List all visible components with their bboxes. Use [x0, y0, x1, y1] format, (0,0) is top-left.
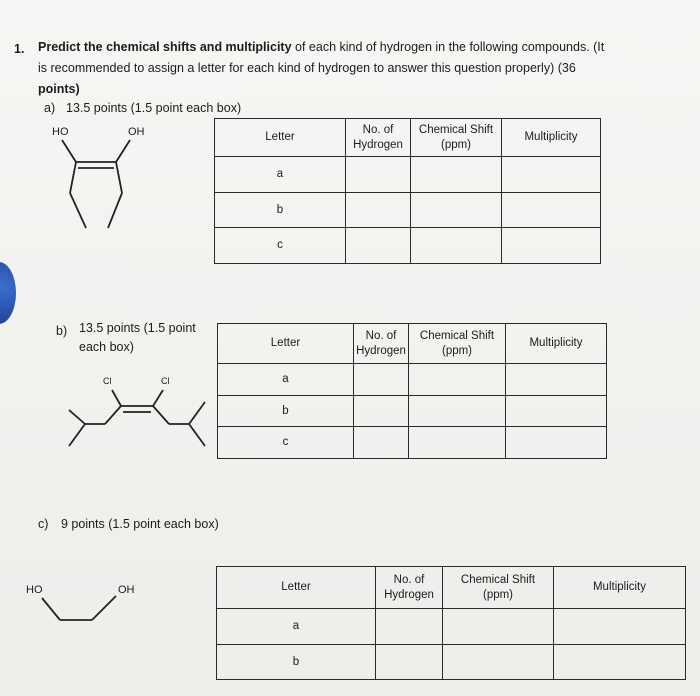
part-a-header-multiplicity: Multiplicity — [502, 119, 601, 157]
part-c-header-letter: Letter — [217, 567, 376, 609]
part-b-points-2: each box) — [79, 340, 134, 354]
part-c-header-row — [217, 567, 686, 609]
part-c-header-shift-2: (ppm) — [482, 588, 514, 601]
answer-cell[interactable] — [376, 644, 443, 680]
answer-cell[interactable] — [354, 427, 409, 459]
answer-cell[interactable] — [443, 609, 554, 645]
answer-cell[interactable] — [409, 427, 506, 459]
part-b-cl-left: Cl — [103, 376, 112, 386]
part-b-header-letter: Letter — [218, 324, 354, 364]
table-row — [215, 228, 601, 264]
part-a-header-shift-2: (ppm) — [440, 138, 472, 151]
part-a-table — [214, 118, 601, 264]
part-b-cl-right: Cl — [161, 376, 170, 386]
answer-cell[interactable] — [409, 395, 506, 427]
part-a-row-letter: b — [215, 192, 346, 228]
question-line-3: points) — [38, 82, 80, 96]
part-c-header-hydrogen — [376, 567, 443, 609]
part-b-header-row — [218, 324, 607, 364]
part-a-points: 13.5 points (1.5 point each box) — [66, 101, 242, 115]
answer-cell[interactable] — [506, 395, 607, 427]
answer-cell[interactable] — [502, 192, 601, 228]
answer-cell[interactable] — [443, 644, 554, 680]
part-c-header-shift — [443, 567, 554, 609]
part-b-points-1: 13.5 points (1.5 point — [79, 321, 196, 335]
answer-cell[interactable] — [346, 192, 411, 228]
answer-cell[interactable] — [346, 157, 411, 193]
part-b-header-hydrogen-1: No. of — [365, 330, 397, 343]
part-a-header-letter: Letter — [215, 119, 346, 157]
table-row — [217, 609, 686, 645]
table-row — [215, 157, 601, 193]
part-b-header-hydrogen — [354, 324, 409, 364]
part-a-row-letter: a — [215, 157, 346, 193]
question-number: 1. — [14, 42, 25, 56]
part-c-label: c) — [38, 517, 49, 531]
part-b-header-shift-1: Chemical Shift — [419, 330, 495, 343]
part-c-header-hydrogen-1: No. of — [393, 574, 425, 587]
answer-cell[interactable] — [411, 228, 502, 264]
answer-cell[interactable] — [554, 644, 686, 680]
part-c-ho-label: HO — [26, 584, 43, 596]
answer-cell[interactable] — [502, 157, 601, 193]
part-b-row-letter: b — [218, 395, 354, 427]
part-a-oh-label: OH — [128, 126, 145, 138]
answer-cell[interactable] — [376, 609, 443, 645]
part-a-header-shift-1: Chemical Shift — [418, 124, 494, 137]
answer-cell[interactable] — [346, 228, 411, 264]
answer-cell[interactable] — [354, 395, 409, 427]
part-c-header-hydrogen-2: Hydrogen — [384, 588, 434, 601]
part-a-header-hydrogen-2: Hydrogen — [353, 138, 403, 151]
question-line-1 — [38, 40, 604, 54]
part-a-row-letter: c — [215, 228, 346, 264]
part-c-table — [216, 566, 686, 680]
table-row — [218, 427, 607, 459]
part-a-ho-label: HO — [52, 126, 69, 138]
part-c-row-letter: a — [217, 609, 376, 645]
part-b-structure — [55, 372, 215, 462]
part-c-oh-label: OH — [118, 584, 135, 596]
part-c-row-letter: b — [217, 644, 376, 680]
answer-cell[interactable] — [411, 157, 502, 193]
question-line-2: is recommended to assign a letter for each kind of hydrogen to answer this question properly) (36 — [38, 61, 576, 75]
part-c-header-multiplicity: Multiplicity — [554, 567, 686, 609]
part-a-label: a) — [44, 101, 56, 115]
part-b-table — [217, 323, 607, 459]
answer-cell[interactable] — [411, 192, 502, 228]
table-row — [218, 364, 607, 396]
answer-cell[interactable] — [409, 364, 506, 396]
part-b-header-hydrogen-2: Hydrogen — [356, 344, 406, 357]
part-b-header-shift — [409, 324, 506, 364]
table-row — [218, 395, 607, 427]
part-b-molecule — [55, 372, 215, 467]
part-c-header-shift-1: Chemical Shift — [460, 574, 536, 587]
part-a-header-shift — [411, 119, 502, 157]
answer-cell[interactable] — [506, 364, 607, 396]
part-b-label: b) — [56, 324, 68, 338]
part-b-header-shift-2: (ppm) — [441, 344, 473, 357]
part-a-header-hydrogen — [346, 119, 411, 157]
table-row — [215, 192, 601, 228]
part-b-header-multiplicity: Multiplicity — [506, 324, 607, 364]
part-a-header-hydrogen-1: No. of — [362, 124, 394, 137]
question-line-1-bold: Predict the chemical shifts and multiplicity — [38, 40, 292, 54]
part-a-molecule — [40, 118, 150, 243]
table-row — [217, 644, 686, 680]
question-line-1-rest: of each kind of hydrogen in the following compounds. (It — [295, 40, 605, 54]
part-b-row-letter: a — [218, 364, 354, 396]
part-b-row-letter: c — [218, 427, 354, 459]
answer-cell[interactable] — [502, 228, 601, 264]
part-c-points: 9 points (1.5 point each box) — [61, 517, 219, 531]
answer-cell[interactable] — [354, 364, 409, 396]
answer-cell[interactable] — [554, 609, 686, 645]
part-a-header-row — [215, 119, 601, 157]
answer-cell[interactable] — [506, 427, 607, 459]
part-c-molecule — [22, 582, 152, 637]
